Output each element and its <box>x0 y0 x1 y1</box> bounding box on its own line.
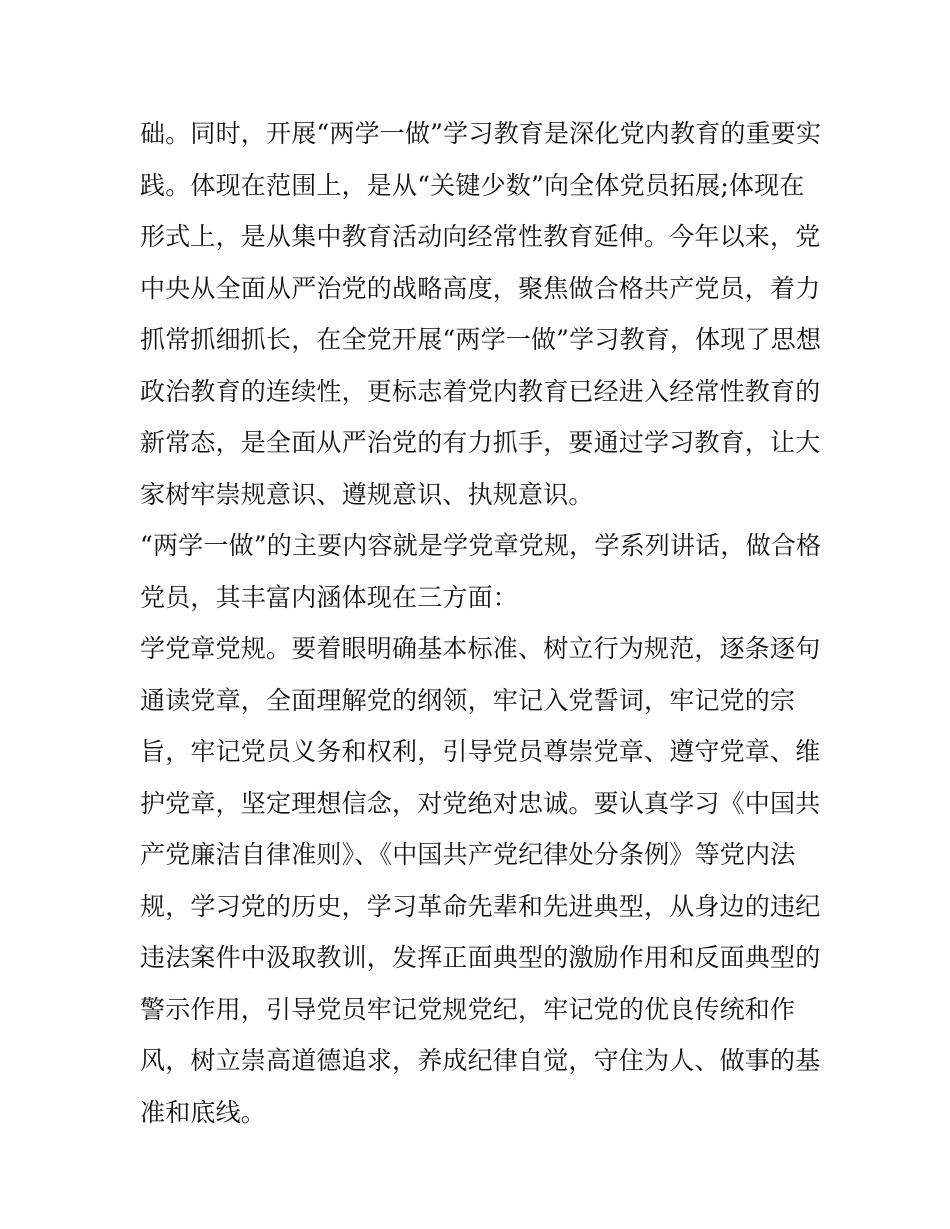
body-text <box>140 108 820 1138</box>
text-line: 新常态，是全面从严治党的有力抓手，要通过学习教育，让大 <box>140 428 821 457</box>
text-line: 党员，其丰富内涵体现在三方面： <box>140 582 519 612</box>
text-line: 中央从全面从严治党的战略高度，聚焦做合格共产党员，着力 <box>140 273 821 303</box>
text-line: 抓常抓细抓长，在全党开展“两学一做”学习教育，体现了思想 <box>140 325 822 354</box>
text-line: 础。同时，开展“两学一做”学习教育是深化党内教育的重要实 <box>140 119 822 148</box>
text-line: 旨，牢记党员义务和权利，引导党员尊崇党章、遵守党章、维 <box>140 737 821 766</box>
text-line: 违法案件中汲取教训，发挥正面典型的激励作用和反面典型的 <box>140 943 821 972</box>
text-line: 风，树立崇高道德追求，养成纪律自觉，守住为人、做事的基 <box>140 1046 821 1075</box>
text-line: “两学一做”的主要内容就是学党章党规，学系列讲话，做合格 <box>140 531 822 560</box>
text-line: 产党廉洁自律准则》、《中国共产党纪律处分条例》等党内法 <box>140 840 796 869</box>
text-line: 警示作用，引导党员牢记党规党纪，牢记党的优良传统和作 <box>140 994 796 1024</box>
text-line: 政治教育的连续性，更标志着党内教育已经进入经常性教育的 <box>140 376 821 406</box>
text-line: 通读党章，全面理解党的纲领，牢记入党誓词，牢记党的宗 <box>140 685 796 715</box>
text-line: 学党章党规。要着眼明确基本标准、树立行为规范，逐条逐句 <box>140 634 821 663</box>
text-line: 准和底线。 <box>140 1097 267 1127</box>
text-line: 家树牢崇规意识、遵规意识、执规意识。 <box>140 479 594 509</box>
text-line: 规，学习党的历史，学习革命先辈和先进典型，从身边的违纪 <box>140 891 821 921</box>
text-line: 践。体现在范围上，是从“关键少数”向全体党员拓展;体现在 <box>140 170 805 200</box>
text-line: 形式上，是从集中教育活动向经常性教育延伸。今年以来，党 <box>140 222 821 251</box>
text-line: 护党章，坚定理想信念，对党绝对忠诚。要认真学习《中国共 <box>140 788 821 818</box>
